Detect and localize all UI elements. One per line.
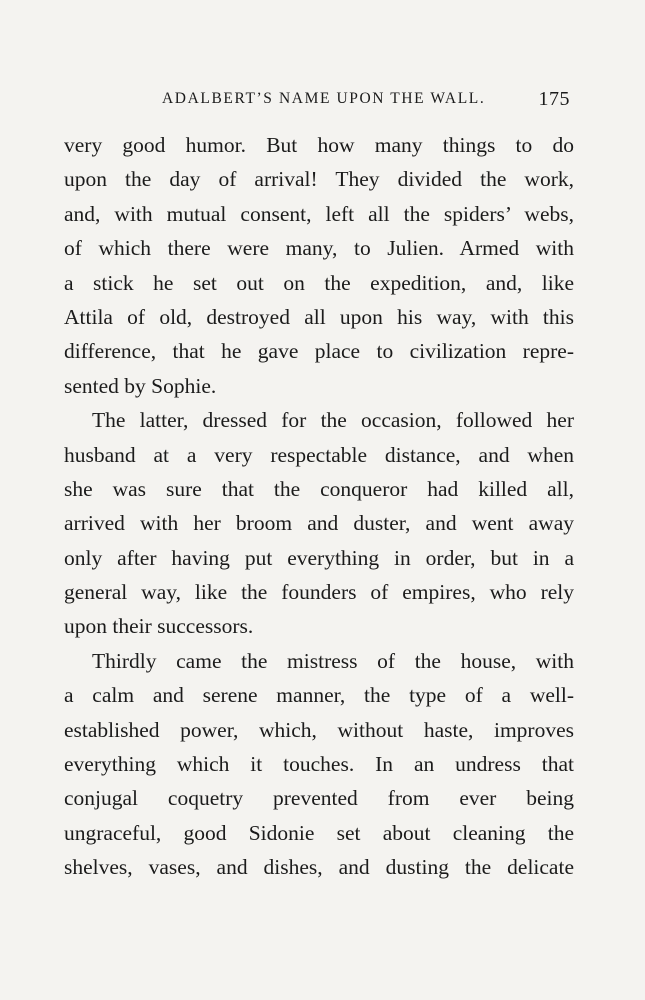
running-title: ADALBERT’S NAME UPON THE WALL. xyxy=(162,90,486,107)
text-line: Thirdly came the mistress of the house, with xyxy=(92,648,574,673)
text-line: of which there were many, to Julien. Armed with xyxy=(64,236,574,261)
text-line: very good humor. But how many things to do xyxy=(64,133,574,157)
body-text xyxy=(64,128,574,885)
text-line: a calm and serene manner, the type of a well- xyxy=(64,683,574,708)
text-line: only after having put everything in order, but in a xyxy=(64,545,574,570)
text-line: established power, which, without haste, improves xyxy=(64,717,574,742)
text-line: arrived with her broom and duster, and went away xyxy=(64,511,574,536)
text-line: conjugal coquetry prevented from ever being xyxy=(64,786,574,811)
text-line: Attila of old, destroyed all upon his way, with this xyxy=(64,304,574,329)
text-line: everything which it touches. In an undress that xyxy=(64,752,574,777)
text-line: upon their successors. xyxy=(64,614,254,639)
text-line: husband at a very respectable distance, and when xyxy=(64,442,574,467)
running-head xyxy=(0,84,645,114)
text-line: shelves, vases, and dishes, and dusting the delicate xyxy=(64,855,574,880)
text-line: sented by Sophie. xyxy=(64,373,217,398)
text-line: The latter, dressed for the occasion, followed her xyxy=(92,408,574,433)
text-line: and, with mutual consent, left all the spiders’ webs, xyxy=(64,201,574,226)
text-line: a stick he set out on the expedition, and, like xyxy=(64,270,574,295)
text-line: ungraceful, good Sidonie set about cleaning the xyxy=(64,820,574,845)
text-line: difference, that he gave place to civilization repre- xyxy=(64,339,574,364)
text-line: upon the day of arrival! They divided the work, xyxy=(64,167,574,192)
text-line: general way, like the founders of empires, who rely xyxy=(64,580,574,605)
page-number: 175 xyxy=(538,88,570,110)
text-line: she was sure that the conqueror had killed all, xyxy=(64,476,574,501)
